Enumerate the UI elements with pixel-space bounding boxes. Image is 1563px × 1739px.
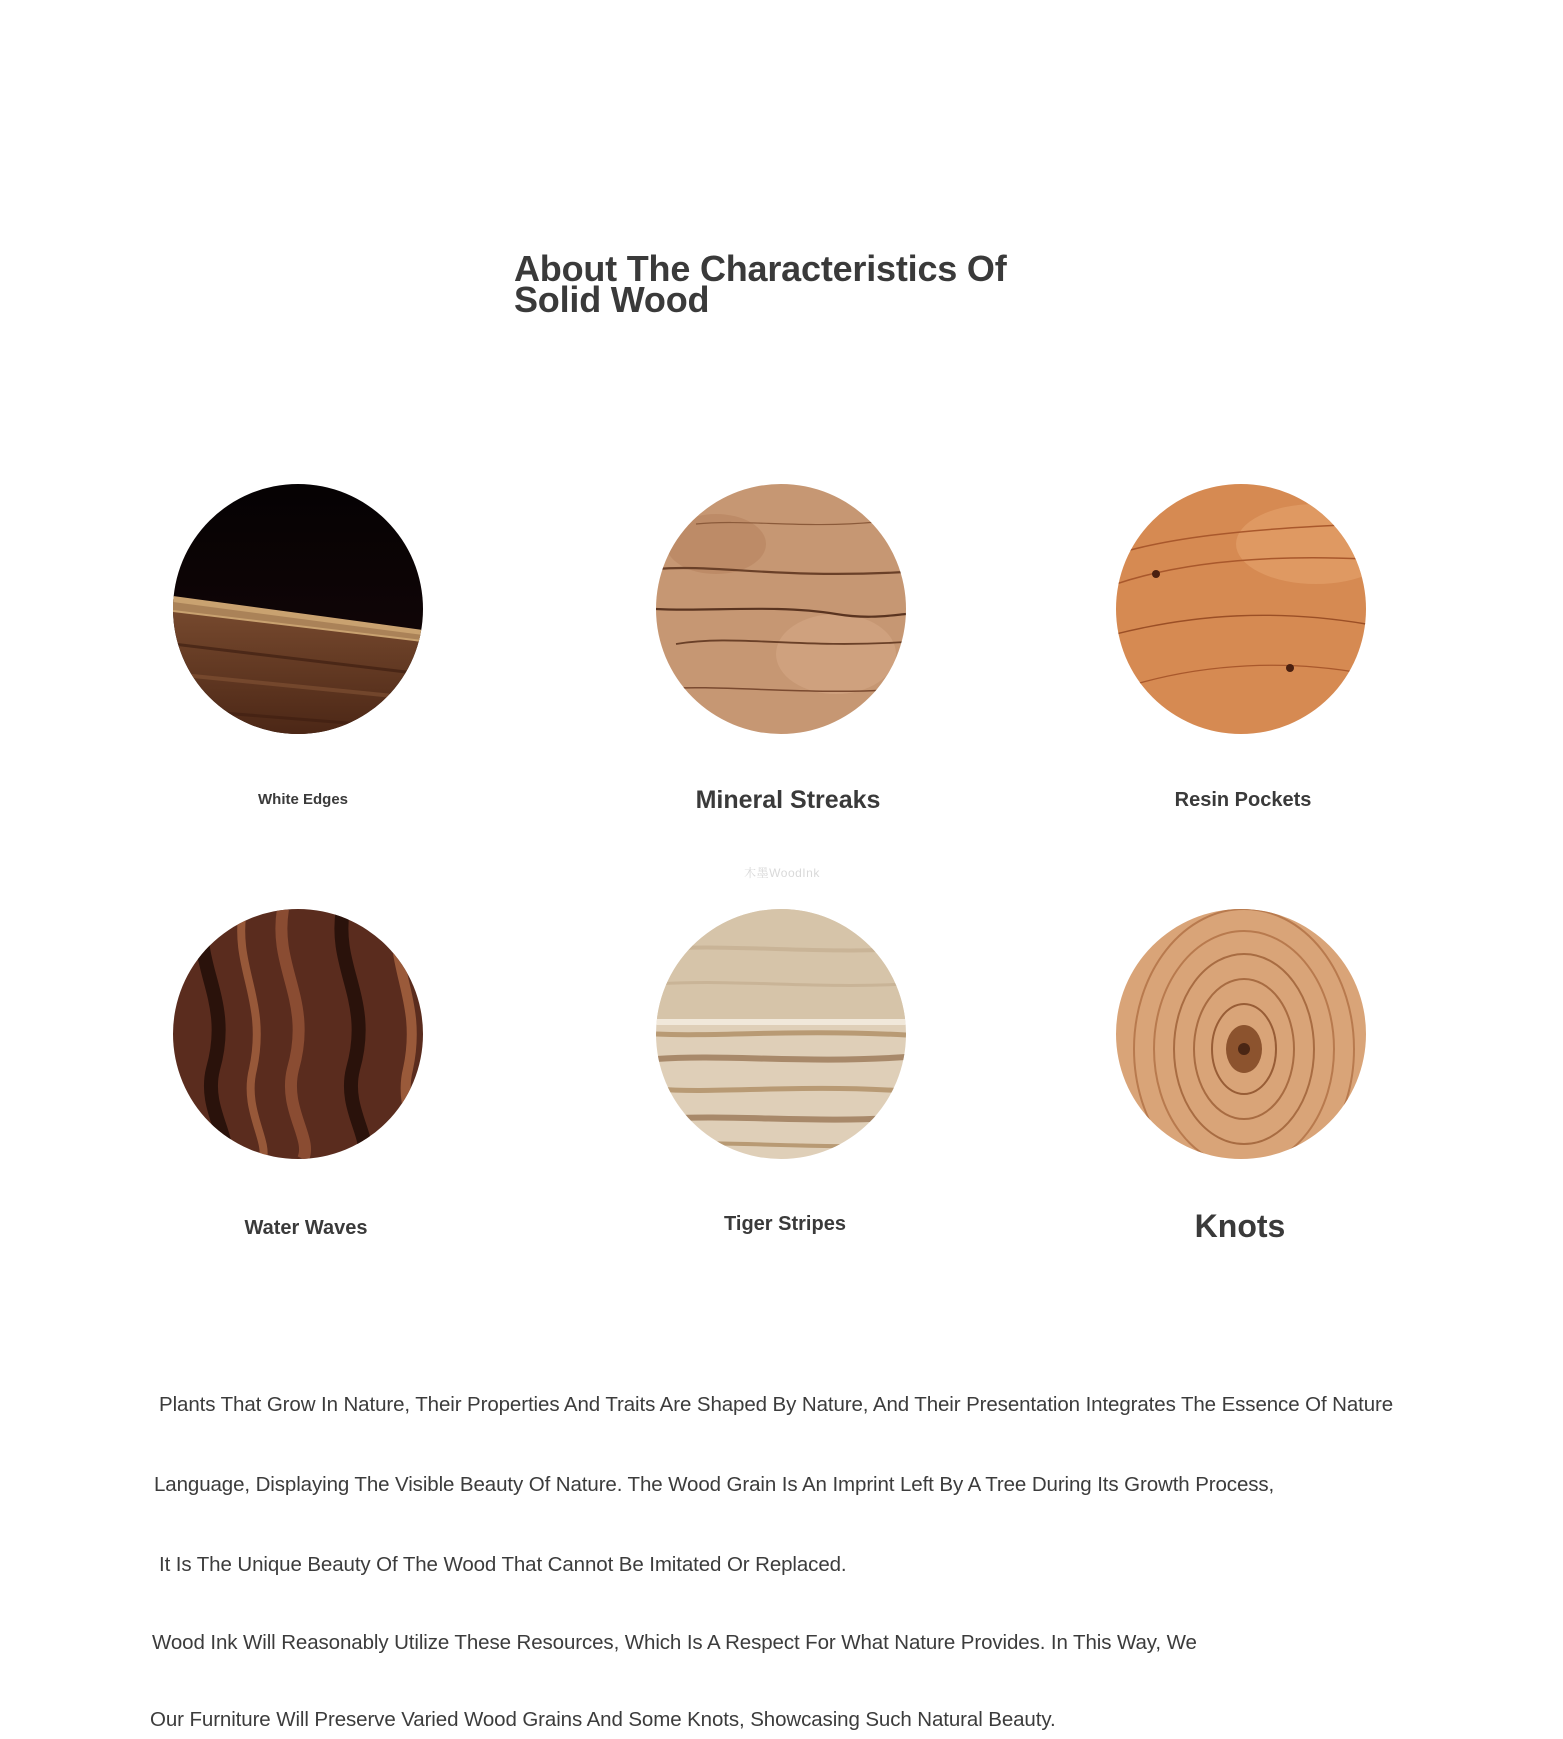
page-title: About The Characteristics Of Solid Wood — [514, 248, 1007, 320]
description-line-4: Wood Ink Will Reasonably Utilize These Resources, Which Is A Respect For What Nature Provides. In This Way, We — [152, 1631, 1197, 1654]
water-waves-swatch-image — [173, 909, 423, 1159]
white-edges-label: White Edges — [257, 791, 349, 808]
description-line-5: Our Furniture Will Preserve Varied Wood Grains And Some Knots, Showcasing Such Natural Beauty. — [150, 1708, 1056, 1731]
resin-pockets-swatch-image — [1116, 484, 1366, 734]
mineral-streaks-swatch-image — [656, 484, 906, 734]
description-line-2: Language, Displaying The Visible Beauty Of Nature. The Wood Grain Is An Imprint Left By A Tree During Its Growth Process, — [154, 1473, 1275, 1496]
tiger-stripes-swatch-image — [656, 909, 906, 1159]
white-edges-swatch-image — [173, 484, 423, 734]
brand-watermark: 木墨WoodInk — [744, 866, 820, 880]
mineral-streaks-label: Mineral Streaks — [695, 786, 881, 814]
description-line-3: It Is The Unique Beauty Of The Wood That Cannot Be Imitated Or Replaced. — [159, 1553, 847, 1576]
description-line-1: Plants That Grow In Nature, Their Properties And Traits Are Shaped By Nature, And Their Presentation Integrates The Essence Of Nature — [159, 1393, 1394, 1416]
knots-label: Knots — [1194, 1208, 1286, 1244]
resin-pockets-label: Resin Pockets — [1174, 789, 1312, 811]
knots-swatch-image — [1116, 909, 1366, 1159]
tiger-stripes-label: Tiger Stripes — [724, 1213, 846, 1235]
water-waves-label: Water Waves — [244, 1217, 368, 1239]
